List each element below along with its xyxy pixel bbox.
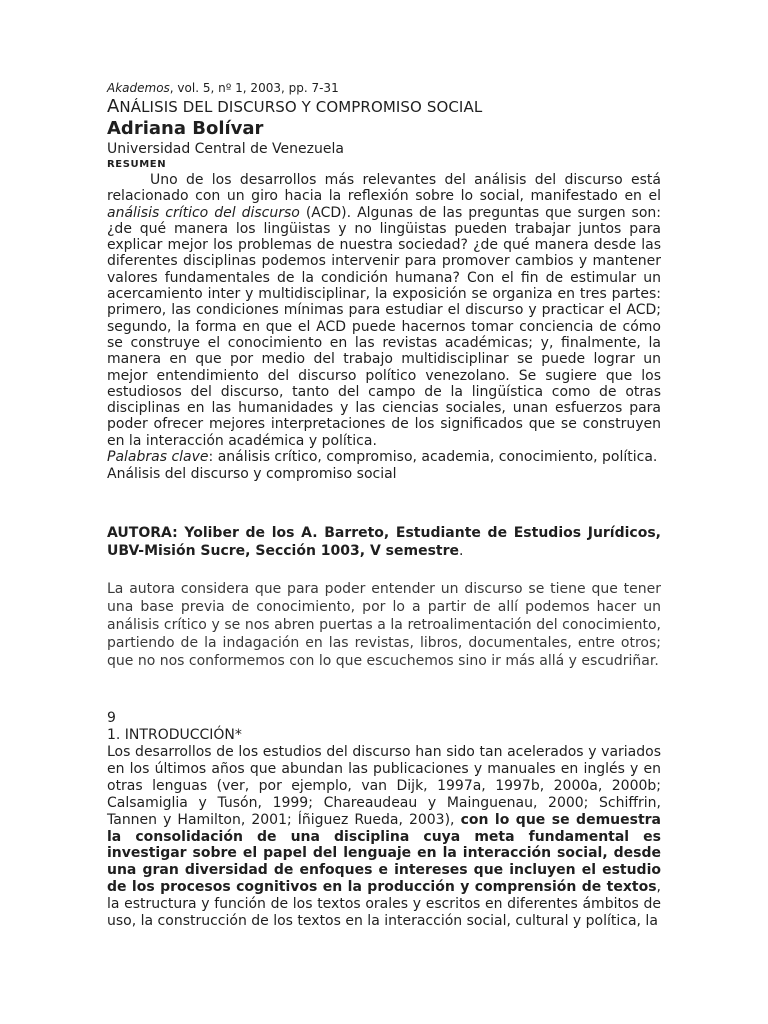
- author-commentary: La autora considera que para poder entender un discurso se tiene que tener una base previa de conocimiento, por lo a partir de allí podemos hacer un análisis crítico y se nos abren puertas a la retroalimentación del conocimiento, partiendo de la indagación en las revistas, libros, documentales, entre otros; que no nos conformemos con lo que escuchemos sino ir más allá y escudriñar.: [107, 581, 661, 670]
- abstract-text-1: Uno de los desarrollos más relevantes del análisis del discurso está relacionado con un giro hacia la reflexión sobre lo social, manifestado en el: [107, 172, 661, 205]
- abstract-text-2: (ACD). Algunas de las preguntas que surgen son: ¿de qué manera los lingüistas y no lingüistas pueden trabajar juntos para explicar mejor los problemas de nuestra sociedad? ¿de qué manera desde las diferentes disciplinas podemos intervenir para promover cambios y mantener valores fundamentales de la condición humana? Con el fin de estimular un acercamiento inter y multidisciplinar, la exposición se organiza en tres partes: primero, las condiciones mínimas para estudiar el discurso y practicar el ACD; segundo, la forma en que el ACD puede hacernos tomar conciencia de cómo se construye el conocimiento en las revistas académicas; y, finalmente, la manera en que por medio del trabajo multidisciplinar se puede lograr un mejor entendimiento del discurso político venezolano. Se sugiere que los estudiosos del discurso, tanto del campo de la lingüística como de otras disciplinas en las humanidades y las ciencias sociales, unan esfuerzos para poder ofrecer mejores interpretaciones de los significados que se construyen en la interacción académica y política.: [107, 204, 661, 449]
- article-title-initial: A: [107, 96, 120, 117]
- intro-bold-text: con lo que se demuestra la consolidación de una disciplina cuya meta fundamental es investigar sobre el papel del lenguaje en la interacción social, desde una gran diversidad de enfoques e intereses que incluyen el estudio de los procesos cognitivos en la producción y comprensión de textos: [107, 811, 661, 896]
- journal-name: Akademos: [107, 81, 170, 95]
- author-name: Adriana Bolívar: [107, 118, 264, 139]
- author-credit: [107, 524, 661, 560]
- journal-citation: [107, 80, 661, 96]
- abstract-body: [107, 172, 661, 449]
- intro-text-2: , la estructura y función de los textos orales y escritos en diferentes ámbitos de uso, la construcción de los textos en la interacción social, cultural y política, la: [107, 879, 661, 930]
- document-page: [107, 80, 661, 930]
- article-title-rest: NÁLISIS DEL DISCURSO Y COMPROMISO SOCIAL: [119, 98, 483, 116]
- keywords: [107, 449, 661, 466]
- section-heading: 1. INTRODUCCIÓN*: [107, 727, 242, 744]
- citation-details: , vol. 5, nº 1, 2003, pp. 7-31: [169, 81, 339, 95]
- intro-text-1: Los desarrollos de los estudios del discurso han sido tan acelerados y variados en los últimos años que abundan las publicaciones y manuales en inglés y en otras lenguas (ver, por ejemplo, van Dijk, 1997a, 1997b, 2000a, 2000b; Calsamiglia y Tusón, 1999; Chareaudeau y Mainguenau, 2000; Schiffrin, Tannen y Hamilton, 2001; Íñiguez Rueda, 2003),: [107, 744, 661, 828]
- abstract-italic-term: análisis crítico del discurso: [107, 204, 300, 221]
- page-number: 9: [107, 710, 116, 727]
- repeated-title: Análisis del discurso y compromiso social: [107, 466, 397, 483]
- keywords-label: Palabras clave: [107, 449, 209, 466]
- author-credit-bold: AUTORA: Yoliber de los A. Barreto, Estudiante de Estudios Jurídicos, UBV-Misión Sucre, Sección 1003, V semestre: [107, 525, 661, 560]
- keywords-list: : análisis crítico, compromiso, academia, conocimiento, política.: [208, 449, 658, 466]
- abstract-label: RESUMEN: [107, 159, 167, 170]
- author-institution: Universidad Central de Venezuela: [107, 141, 344, 157]
- author-credit-end: .: [459, 543, 464, 560]
- introduction-body: [107, 744, 661, 930]
- article-title: [107, 98, 661, 116]
